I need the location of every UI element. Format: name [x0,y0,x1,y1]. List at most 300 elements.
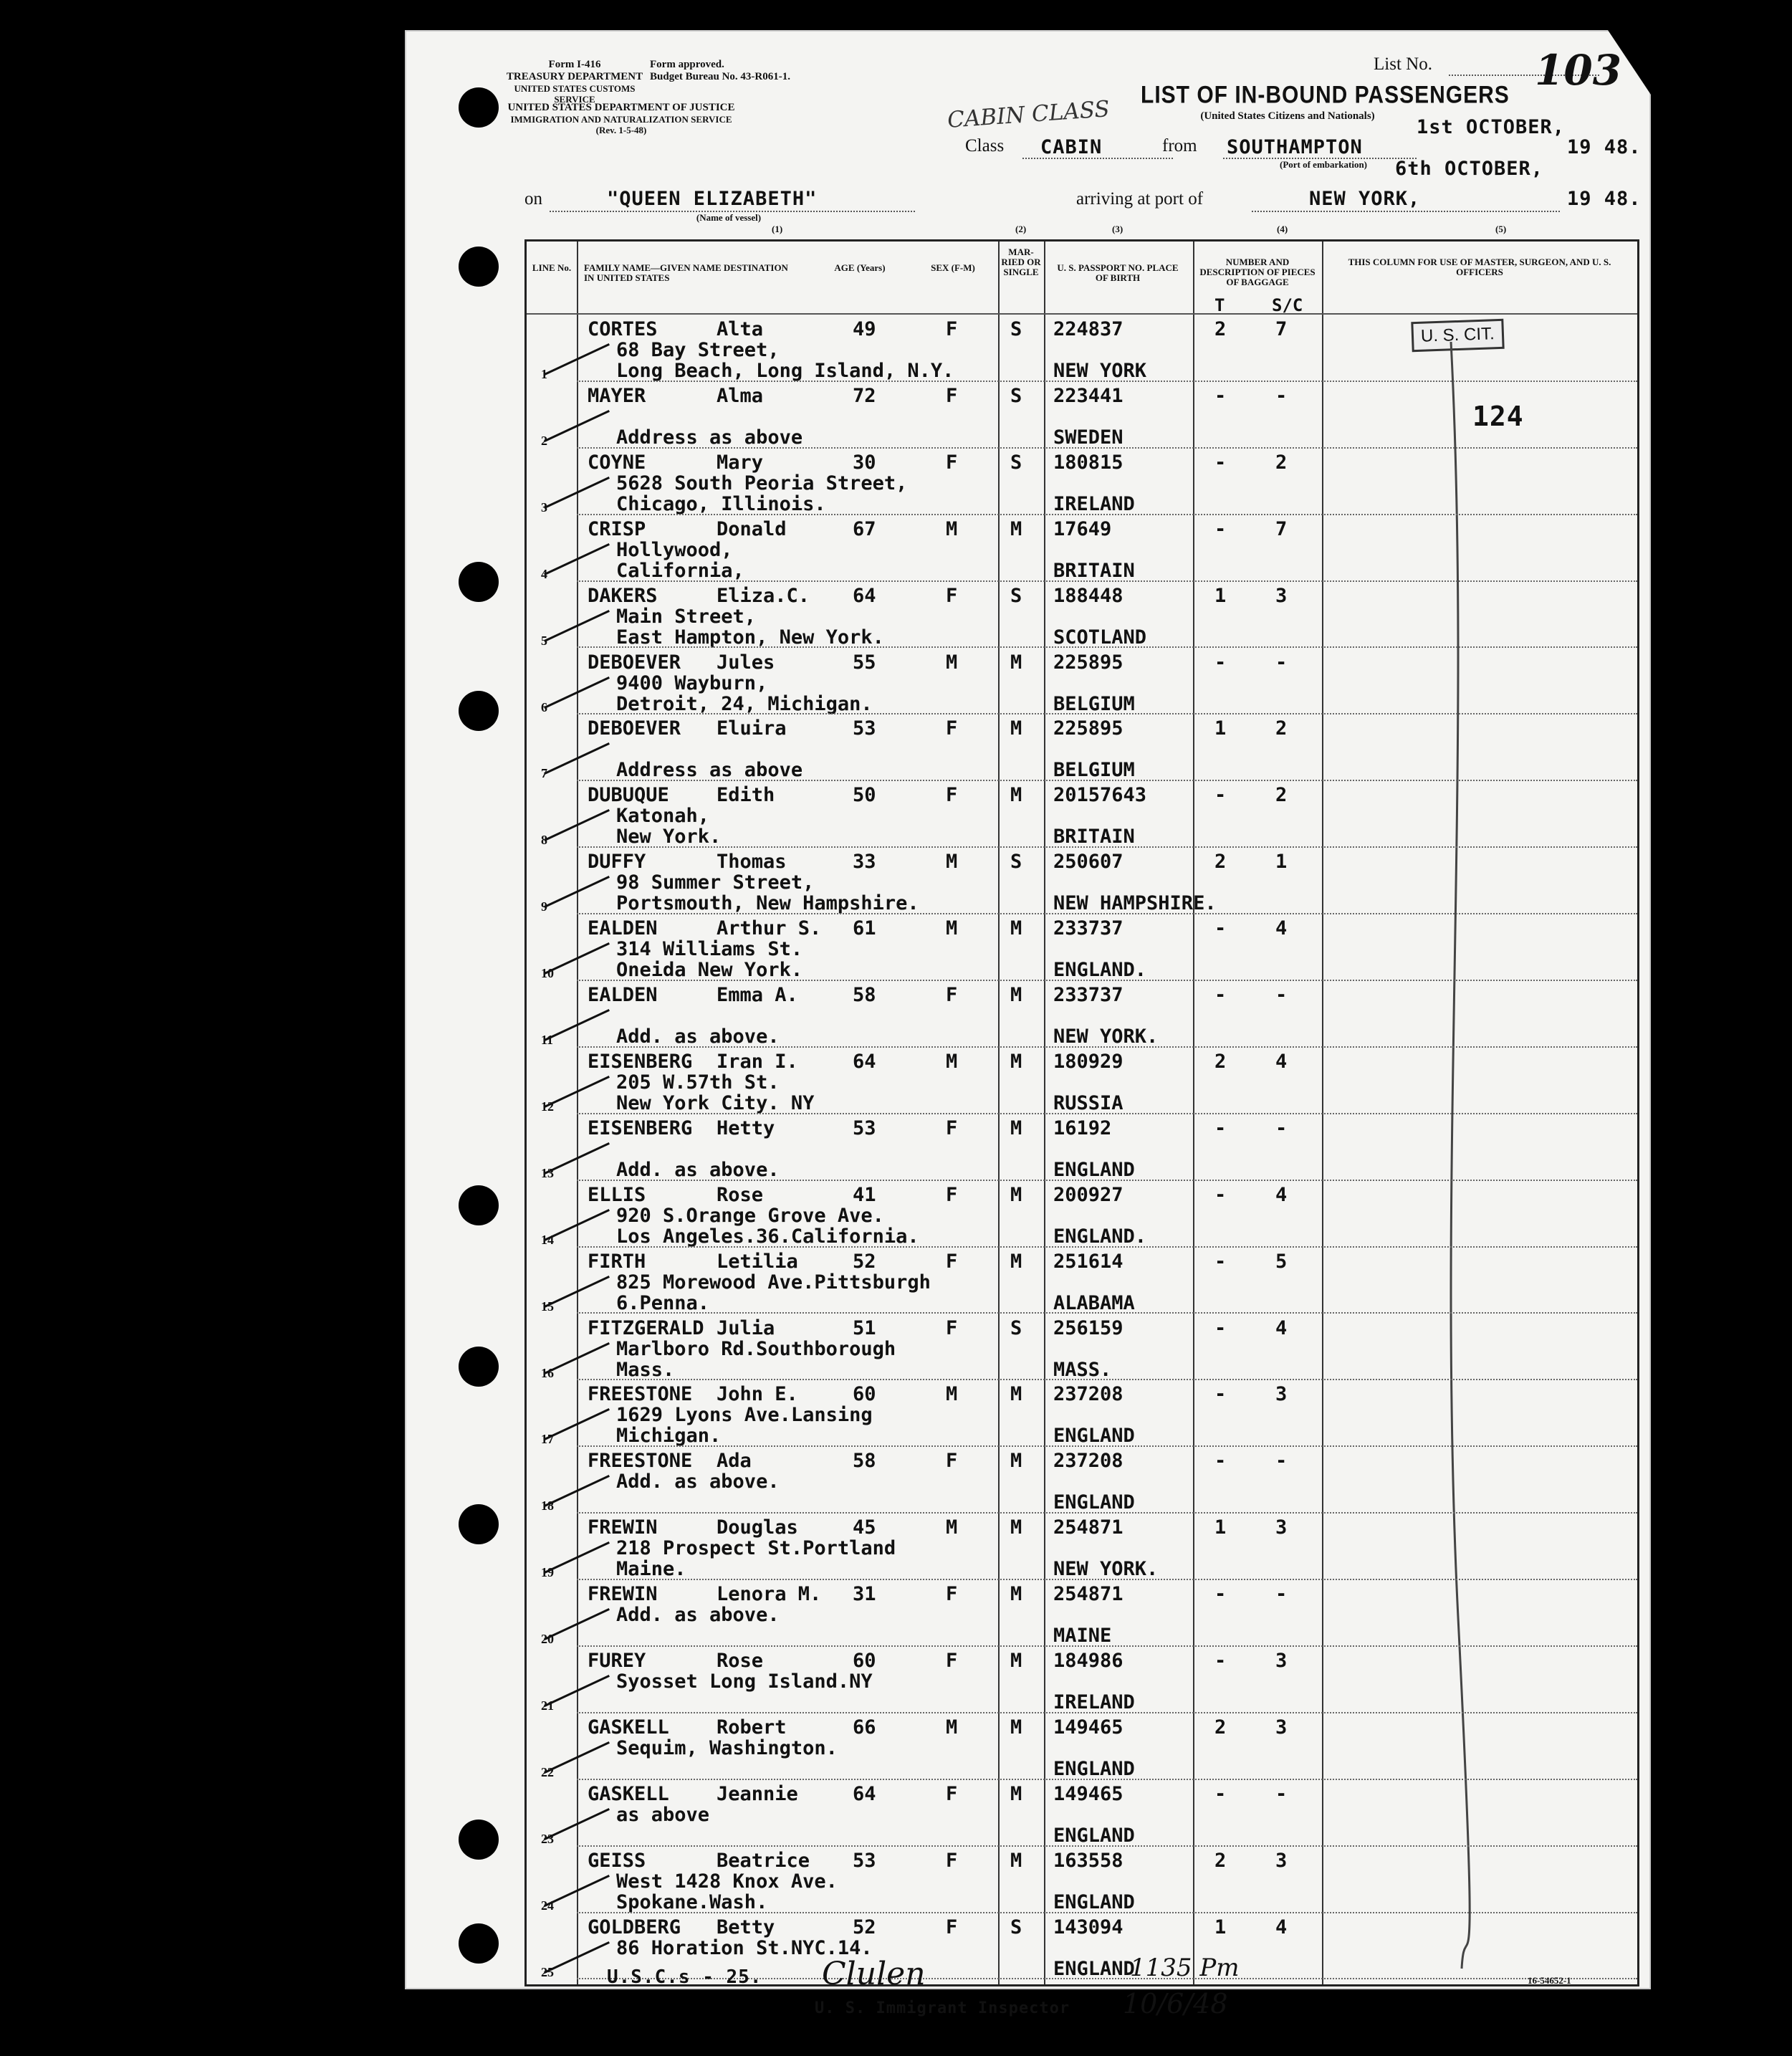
place-of-birth: BELGIUM [1053,759,1135,782]
place-of-birth: NEW YORK [1053,360,1147,382]
baggage-t: - [1214,651,1227,674]
check-mark [544,1541,610,1574]
age: 31 [853,1583,876,1606]
given-name: Iran I. [717,1050,798,1073]
family-name: FREWIN [588,1583,658,1606]
arrival-year: 19 48. [1567,188,1642,210]
baggage-sc: 5 [1275,1250,1288,1273]
baggage-t: 2 [1214,851,1227,874]
check-mark [544,1875,610,1907]
baggage-t: 1 [1214,1916,1227,1938]
marital-status: S [1010,584,1022,607]
check-mark [544,942,610,975]
address-line-1: Marlboro Rd.Southborough [616,1337,896,1360]
header-passport: U. S. PASSPORT NO. PLACE OF BIRTH [1057,262,1179,283]
check-mark [544,610,610,642]
check-mark [544,1142,610,1175]
address-line-1: Add. as above. [616,1604,780,1627]
family-name: MAYER [588,384,646,407]
baggage-t: - [1214,784,1227,807]
marital-status: M [1010,1716,1022,1739]
passport-number: 20157643 [1053,784,1147,807]
place-of-birth: ENGLAND [1053,1824,1135,1847]
marital-status: M [1010,1117,1022,1139]
place-of-birth: ENGLAND [1053,1890,1135,1913]
given-name: Alta [717,318,764,340]
signature-date: 10/6/48 [1123,1988,1228,2019]
address-line-2: 6.Penna. [616,1291,710,1314]
table-row [527,848,1637,914]
passport-number: 233737 [1053,917,1123,940]
table-row [527,1114,1637,1180]
arrival-port: NEW YORK, [1309,188,1421,210]
binder-hole [459,247,499,287]
given-name: Douglas [717,1516,798,1539]
table-row [527,649,1637,714]
arrival-date: 6th OCTOBER, [1395,158,1544,180]
given-name: Jules [717,651,775,674]
header-officers: THIS COLUMN FOR USE OF MASTER, SURGEON, AND U. S. OFFICERS [1348,257,1611,277]
sex: F [946,1916,958,1938]
line-number: 21 [541,1698,554,1713]
family-name: COYNE [588,451,646,474]
check-mark [544,1342,610,1374]
passport-number: 233737 [1053,984,1123,1006]
family-name: FREESTONE [588,1450,693,1473]
marital-status: M [1010,1583,1022,1606]
marital-status: M [1010,717,1022,740]
marital-status: S [1010,318,1022,340]
baggage-sc: 1 [1275,851,1288,874]
check-mark [544,809,610,841]
family-name: FREESTONE [588,1383,693,1406]
binder-hole [459,1820,499,1860]
age: 55 [853,651,876,674]
place-of-birth: BRITAIN [1053,826,1135,848]
check-mark [544,742,610,775]
place-of-birth: NEW YORK. [1053,1558,1159,1581]
justice-dept-block: UNITED STATES DEPARTMENT OF JUSTICE IMMIGRATION AND NATURALIZATION SERVICE (Rev. 1-5-48) [507,102,735,135]
form-agency-block: Form I-416 TREASURY DEPARTMENT UNITED STATES CUSTOMS SERVICE [506,59,643,105]
sex: M [946,851,958,874]
binder-hole [459,1347,499,1387]
baggage-t: 1 [1214,1516,1227,1539]
family-name: DEBOEVER [588,651,681,674]
address-line-2: Detroit, 24, Michigan. [616,692,873,715]
age: 72 [853,384,876,407]
family-name: CRISP [588,517,646,540]
family-name: DUBUQUE [588,784,669,807]
baggage-t: - [1214,1650,1227,1672]
given-name: Emma A. [717,984,798,1006]
sex: F [946,1583,958,1606]
address-line-1: Syosset Long Island.NY [616,1670,873,1693]
line-number: 14 [541,1232,554,1247]
address-line-1: West 1428 Knox Ave. [616,1870,838,1893]
address-line-2: Los Angeles.36.California. [616,1225,919,1248]
address-line-1: 205 W.57th St. [616,1071,780,1094]
address-line-2: Address as above [616,759,803,782]
passport-number: 149465 [1053,1716,1123,1739]
given-name: Beatrice [717,1849,810,1872]
class-value: CABIN [1040,136,1103,158]
passport-number: 225895 [1053,717,1123,740]
address-line-1: 218 Prospect St.Portland [616,1537,896,1560]
baggage-t: 2 [1214,318,1227,340]
age: 67 [853,517,876,540]
marital-status: S [1010,1916,1022,1938]
age: 60 [853,1383,876,1406]
table-row [527,582,1637,648]
passport-number: 254871 [1053,1583,1123,1606]
header-baggage: NUMBER AND DESCRIPTION OF PIECES OF BAGGAGE [1199,257,1316,287]
baggage-t: 1 [1214,717,1227,740]
marital-status: M [1010,1383,1022,1406]
age: 45 [853,1516,876,1539]
baggage-sc: - [1275,1782,1288,1805]
line-number: 19 [541,1565,554,1580]
baggage-sc: 4 [1275,1916,1288,1938]
marital-status: S [1010,384,1022,407]
given-name: Eliza.C. [717,584,810,607]
passport-number: 188448 [1053,584,1123,607]
address-line-1: as above [616,1803,710,1826]
passport-number: 237208 [1053,1383,1123,1406]
check-mark [544,1608,610,1640]
check-mark [544,1741,610,1774]
table-row [527,1514,1637,1579]
header-married: MAR-RIED OR SINGLE [1001,247,1041,277]
col-num-3: (3) [1112,224,1123,234]
passport-number: 17649 [1053,517,1112,540]
port-of-embarkation: SOUTHAMPTON [1227,136,1363,158]
table-row [527,1580,1637,1646]
given-name: Eluira [717,717,787,740]
place-of-birth: NEW YORK. [1053,1025,1159,1048]
baggage-sc: 3 [1275,1716,1288,1739]
check-mark [544,410,610,442]
table-row [527,1380,1637,1446]
check-mark [544,676,610,709]
family-name: DEBOEVER [588,717,681,740]
table-row [527,1248,1637,1314]
table-row [527,1314,1637,1380]
marital-status: S [1010,451,1022,474]
departure-year: 19 48. [1567,136,1642,158]
check-mark [544,1941,610,1974]
col-num-1: (1) [772,224,783,234]
table-row [527,1447,1637,1513]
given-name: Betty [717,1916,775,1938]
sex: M [946,517,958,540]
address-line-2: Mass. [616,1358,675,1381]
check-mark [544,1675,610,1707]
table-row [527,1048,1637,1114]
header-line-no: LINE No. [532,262,572,273]
sex: M [946,1383,958,1406]
sex: F [946,784,958,807]
line-number: 24 [541,1898,554,1913]
baggage-sc: 7 [1275,517,1288,540]
baggage-sc: 3 [1275,1516,1288,1539]
place-of-birth: ENGLAND [1053,1491,1135,1514]
given-name: John E. [717,1383,798,1406]
marital-status: M [1010,1183,1022,1206]
line-number: 12 [541,1099,554,1114]
line-number: 16 [541,1365,554,1380]
check-mark [544,876,610,908]
place-of-birth: IRELAND [1053,492,1135,515]
address-line-1: Hollywood, [616,538,733,561]
marital-status: M [1010,517,1022,540]
line-number: 25 [541,1964,554,1979]
baggage-sc: 3 [1275,584,1288,607]
family-name: ELLIS [588,1183,646,1206]
baggage-t: 2 [1214,1716,1227,1739]
baggage-sc: - [1275,651,1288,674]
line-number: 11 [541,1033,554,1047]
passport-number: 180929 [1053,1050,1123,1073]
baggage-sc: - [1275,984,1288,1006]
family-name: GASKELL [588,1716,669,1739]
check-mark [544,343,610,376]
passport-number: 254871 [1053,1516,1123,1539]
sex: F [946,1650,958,1672]
passport-number: 256159 [1053,1316,1123,1339]
baggage-t: - [1214,1117,1227,1139]
table-row [527,1181,1637,1247]
given-name: Julia [717,1316,775,1339]
line-number: 3 [541,499,547,515]
arrival-underline [1252,211,1560,212]
place-of-birth: ENGLAND [1053,1425,1135,1448]
age: 58 [853,1450,876,1473]
col-num-2: (2) [1015,224,1027,234]
departure-date: 1st OCTOBER, [1417,116,1566,138]
passport-number: 237208 [1053,1450,1123,1473]
class-label: Class [965,136,1005,156]
vessel-note: (Name of vessel) [696,212,762,223]
sex: F [946,318,958,340]
check-mark [544,1408,610,1440]
baggage-sc: 4 [1275,1316,1288,1339]
table-row [527,714,1637,780]
citizen-count: U.S.C.s - 25. [607,1966,762,1988]
side-number: 124 [1472,401,1524,432]
passport-number: 250607 [1053,851,1123,874]
passport-number: 251614 [1053,1250,1123,1273]
baggage-t: - [1214,384,1227,407]
passport-number: 184986 [1053,1650,1123,1672]
place-of-birth: ALABAMA [1053,1291,1135,1314]
baggage-t: - [1214,1782,1227,1805]
given-name: Robert [717,1716,787,1739]
address-line-2: East Hampton, New York. [616,626,884,649]
sex: M [946,1516,958,1539]
sex: M [946,917,958,940]
baggage-sc: 2 [1275,784,1288,807]
passport-number: 16192 [1053,1117,1112,1139]
place-of-birth: ENGLAND [1053,1757,1135,1780]
address-line-1: 5628 South Peoria Street, [616,472,908,494]
baggage-sc: - [1275,1583,1288,1606]
given-name: Thomas [717,851,787,874]
header-rule [527,313,1637,315]
table-row [527,1847,1637,1913]
marital-status: M [1010,1250,1022,1273]
sex: F [946,1316,958,1339]
baggage-t: - [1214,517,1227,540]
address-line-1: 1629 Lyons Ave.Lansing [616,1404,873,1427]
line-number: 2 [541,433,547,448]
age: 61 [853,917,876,940]
col-num-4: (4) [1277,224,1288,234]
address-line-1: Katonah, [616,805,710,828]
baggage-sc: 7 [1275,318,1288,340]
line-number: 6 [541,699,547,714]
check-mark [544,1209,610,1241]
page-subtitle: (United States Citizens and Nationals) [1200,110,1375,122]
marital-status: M [1010,1516,1022,1539]
age: 60 [853,1650,876,1672]
marital-status: M [1010,784,1022,807]
table-row [527,315,1637,381]
family-name: GEISS [588,1849,646,1872]
given-name: Ada [717,1450,752,1473]
passport-number: 143094 [1053,1916,1123,1938]
address-line-2: Portsmouth, New Hampshire. [616,892,919,915]
given-name: Letilia [717,1250,798,1273]
line-number: 5 [541,633,547,648]
baggage-t: - [1214,451,1227,474]
baggage-t: - [1214,1250,1227,1273]
us-citizen-stamp: U. S. CIT. [1411,319,1504,352]
place-of-birth: MASS. [1053,1358,1112,1381]
vessel-name: "QUEEN ELIZABETH" [607,188,818,210]
family-name: FREWIN [588,1516,658,1539]
check-mark [544,1475,610,1507]
age: 52 [853,1250,876,1273]
baggage-sc: 4 [1275,917,1288,940]
baggage-t: - [1214,1183,1227,1206]
marital-status: S [1010,1316,1022,1339]
age: 66 [853,1716,876,1739]
age: 53 [853,1849,876,1872]
sex: F [946,717,958,740]
place-of-birth: ENGLAND. [1053,1225,1147,1248]
sex: F [946,984,958,1006]
marital-status: S [1010,851,1022,874]
given-name: Rose [717,1183,764,1206]
place-of-birth: ENGLAND [1053,1957,1135,1980]
age: 30 [853,451,876,474]
family-name: FUREY [588,1650,646,1672]
baggage-sc: 3 [1275,1650,1288,1672]
sex: F [946,451,958,474]
table-row [527,781,1637,847]
table-row [527,981,1637,1047]
binder-hole [459,1185,499,1225]
header-bag-t: T [1214,295,1225,315]
family-name: DUFFY [588,851,646,874]
age: 33 [853,851,876,874]
header-bag-sc: S/C [1272,295,1303,315]
sex: F [946,584,958,607]
address-line-2: Oneida New York. [616,959,803,982]
sex: F [946,1849,958,1872]
family-name: EISENBERG [588,1050,693,1073]
list-number: 103 [1535,46,1622,95]
print-code: 16-54652-1 [1528,1975,1571,1986]
baggage-t: - [1214,984,1227,1006]
place-of-birth: SCOTLAND [1053,626,1147,649]
place-of-birth: SWEDEN [1053,426,1123,449]
line-number: 4 [541,566,547,581]
line-number: 8 [541,833,547,848]
from-label: from [1162,136,1197,156]
place-of-birth: BELGIUM [1053,692,1135,715]
place-of-birth: ENGLAND [1053,1158,1135,1181]
address-line-1: 825 Morewood Ave.Pittsburgh [616,1271,931,1294]
sex: F [946,1250,958,1273]
line-number: 1 [541,367,547,381]
baggage-t: - [1214,1383,1227,1406]
table-row [527,382,1637,448]
check-mark [544,1009,610,1041]
table-row [527,914,1637,980]
header-name: FAMILY NAME—GIVEN NAME DESTINATION IN UNITED STATES [584,262,788,283]
table-row [527,515,1637,581]
sex: F [946,1183,958,1206]
baggage-t: - [1214,1450,1227,1473]
given-name: Hetty [717,1117,775,1139]
binder-hole [459,562,499,602]
header-age: AGE (Years) [834,262,886,273]
check-mark [544,543,610,575]
baggage-t: 2 [1214,1050,1227,1073]
binder-hole [459,1923,499,1964]
place-of-birth: IRELAND [1053,1691,1135,1713]
baggage-t: - [1214,917,1227,940]
marital-status: M [1010,984,1022,1006]
given-name: Donald [717,517,787,540]
age: 64 [853,584,876,607]
address-line-1: 920 S.Orange Grove Ave. [616,1204,884,1227]
line-number: 10 [541,966,554,981]
address-line-1: 98 Summer Street, [616,871,815,894]
sex: F [946,1782,958,1805]
header-sex: SEX (F-M) [931,262,975,273]
form-approval: Form approved. Budget Bureau No. 43-R061-1. [650,59,790,82]
baggage-t: 1 [1214,584,1227,607]
line-number: 15 [541,1299,554,1314]
check-mark [544,477,610,509]
place-of-birth: NEW HAMPSHIRE. [1053,892,1217,915]
sex: M [946,1716,958,1739]
baggage-t: - [1214,1316,1227,1339]
given-name: Lenora M. [717,1583,822,1606]
family-name: DAKERS [588,584,658,607]
address-line-2: Maine. [616,1558,686,1581]
baggage-sc: - [1275,1450,1288,1473]
col-num-5: (5) [1495,224,1507,234]
check-mark [544,1276,610,1308]
address-line-2: Add. as above. [616,1158,780,1181]
family-name: CORTES [588,318,658,340]
given-name: Mary [717,451,764,474]
address-line-2: Add. as above. [616,1025,780,1048]
address-line-2: New York. [616,826,722,848]
